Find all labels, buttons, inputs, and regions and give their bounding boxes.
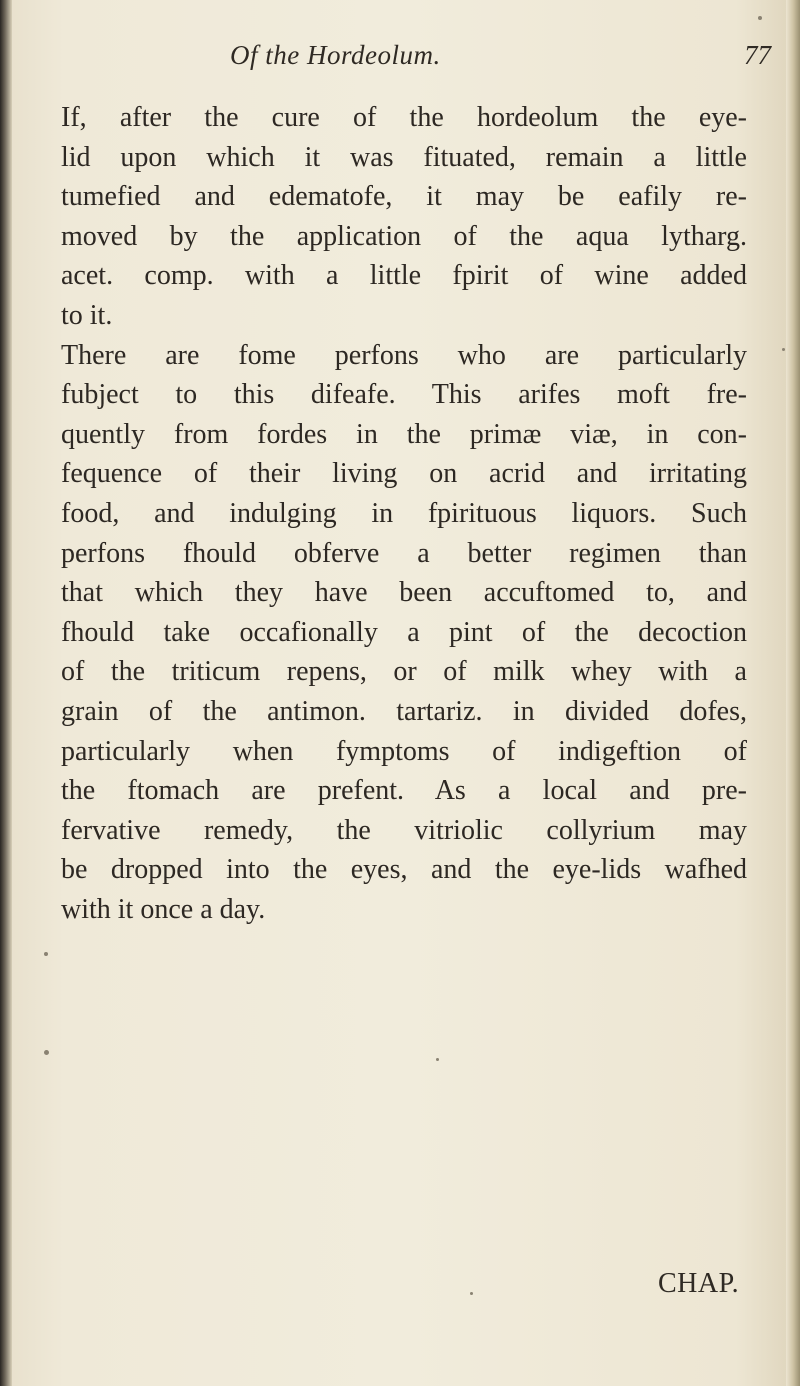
text-line: If, after the cure of the hordeolum the eye- [61, 102, 747, 133]
text-line: be dropped into the eyes, and the eye-lids wafhed [61, 854, 747, 886]
paper-speck [782, 348, 785, 351]
page-right-edge [786, 0, 800, 1386]
text-line: tumefied and edematofe, it may be eafily re- [61, 181, 747, 213]
text-line: acet. comp. with a little fpirit of wine added [61, 260, 747, 292]
paper-speck [436, 1058, 439, 1061]
text-line: perfons fhould obferve a better regimen than [61, 537, 747, 569]
text-line: fubject to this difeafe. This arifes moft fre- [61, 379, 747, 411]
page-left-edge [0, 0, 12, 1386]
text-line: food, and indulging in fpirituous liquors. Such [61, 497, 747, 529]
text-line: lid upon which it was fituated, remain a little [61, 141, 747, 173]
running-head: Of the Hordeolum. [230, 40, 441, 70]
text-line: moved by the application of the aqua lytharg. [61, 220, 747, 252]
catchword: CHAP. [658, 1268, 740, 1299]
text-line: the ftomach are prefent. As a local and pre- [61, 775, 747, 807]
text-line: quently from fordes in the primæ viæ, in con- [61, 418, 747, 450]
text-line: fervative remedy, the vitriolic collyrium may [61, 814, 747, 846]
text-line: grain of the antimon. tartariz. in divided dofes, [61, 695, 747, 727]
paper-speck [44, 952, 48, 956]
page-header [0, 40, 800, 84]
paper-speck [758, 16, 762, 20]
text-line: particularly when fymptoms of indigeftion of [61, 735, 747, 767]
text-line: to it. [61, 299, 113, 331]
text-line: fequence of their living on acrid and irritating [61, 458, 747, 490]
body-text [61, 98, 747, 929]
paper-speck [44, 1050, 49, 1055]
text-line: There are fome perfons who are particularly [61, 339, 747, 371]
text-line: that which they have been accuftomed to, and [61, 577, 747, 609]
paper-speck [470, 1292, 473, 1295]
text-line: fhould take occafionally a pint of the decoction [61, 616, 747, 648]
text-line: of the triticum repens, or of milk whey with a [61, 656, 747, 688]
page-number: 77 [744, 40, 771, 70]
text-line: with it once a day. [61, 893, 266, 925]
